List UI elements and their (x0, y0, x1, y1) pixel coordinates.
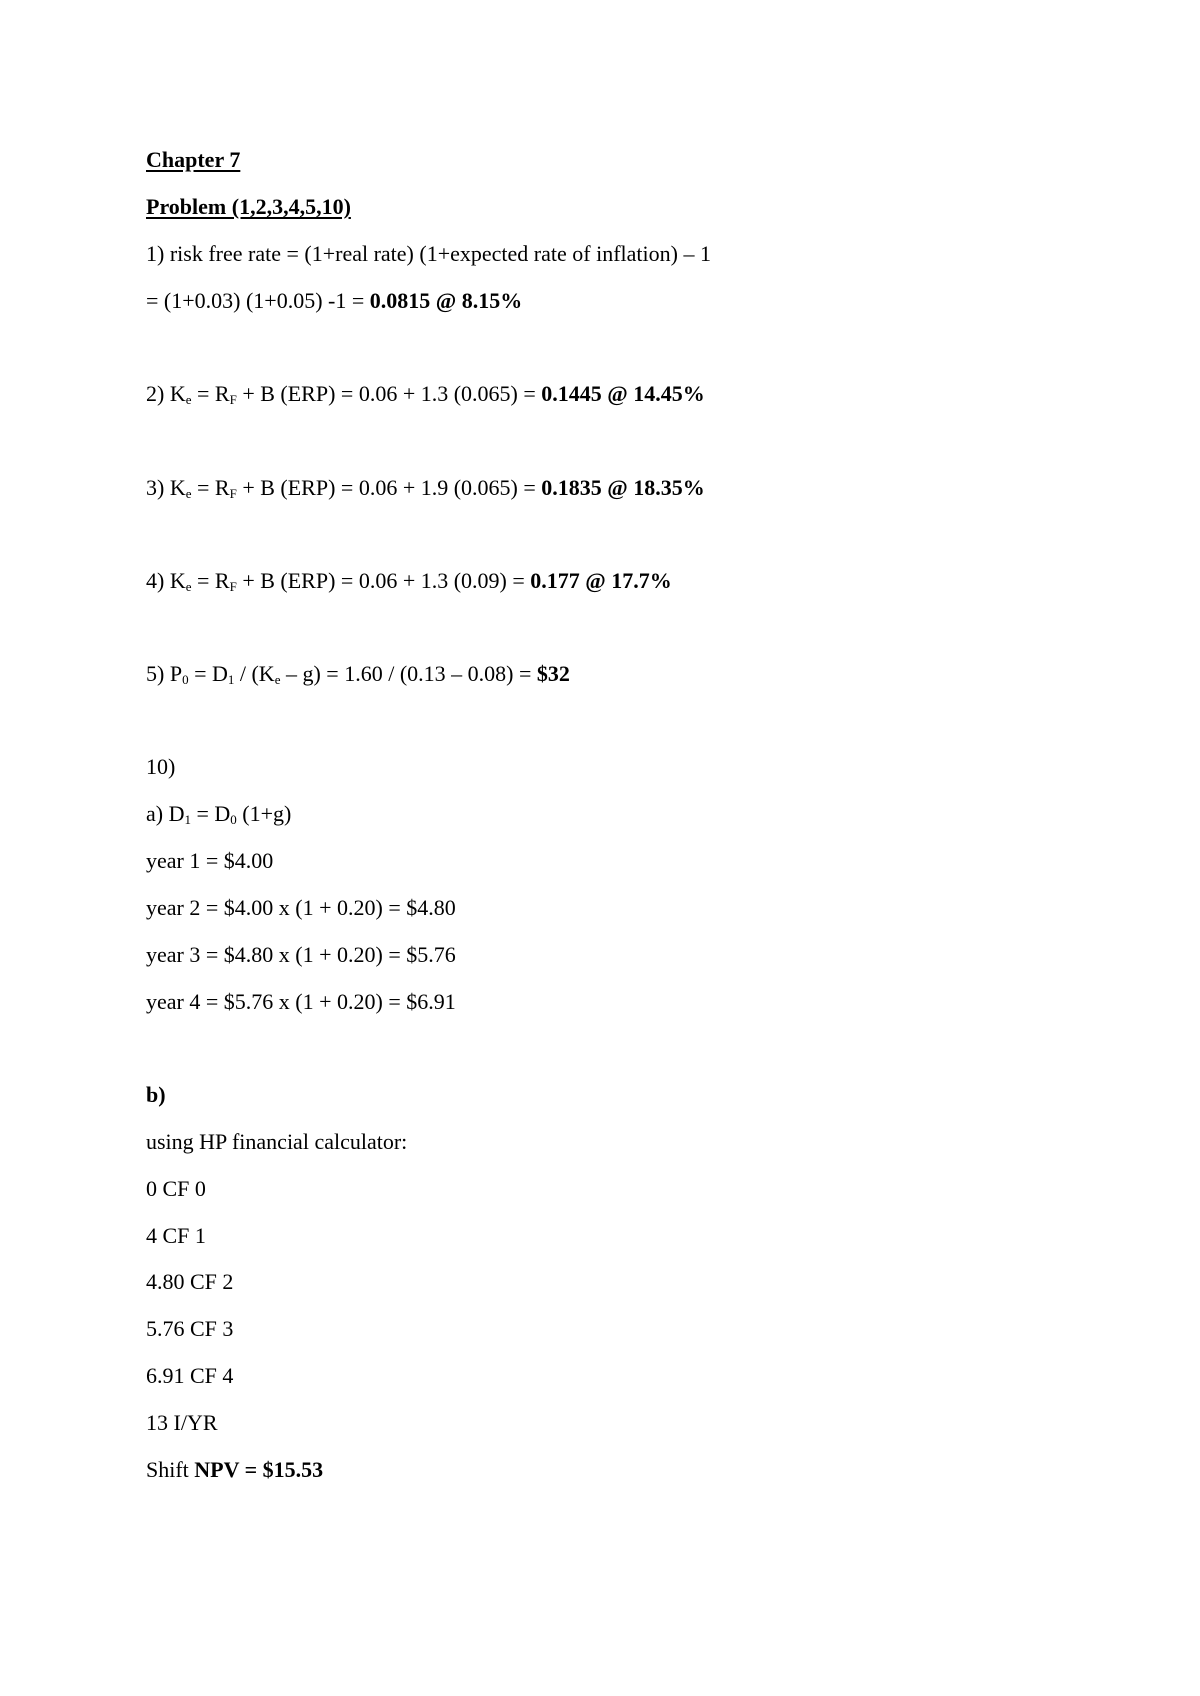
equation-part: (1+g) (236, 801, 292, 826)
problem-2-number: 2) (146, 381, 170, 406)
calculator-step: 4 CF 1 (146, 1223, 206, 1248)
part-a-prefix: a) D (146, 801, 185, 826)
problem-1-answer: 0.0815 @ 8.15% (369, 288, 523, 313)
problem-3-answer: 0.1835 @ 18.35% (541, 475, 705, 500)
problem-list-heading: Problem (1,2,3,4,5,10) (146, 194, 351, 219)
year-line: year 2 = $4.00 x (1 + 0.20) = $4.80 (146, 895, 456, 920)
problem-1-line-1: 1) risk free rate = (1+real rate) (1+expected rate of inflation) – 1 (146, 241, 711, 266)
npv-result: NPV = $15.53 (194, 1457, 324, 1482)
calculator-step: 13 I/YR (146, 1410, 218, 1435)
calculator-step: 4.80 CF 2 (146, 1269, 234, 1294)
equation-part: = D (190, 801, 231, 826)
problem-4-line (146, 567, 672, 601)
problem-4-number: 4) (146, 568, 170, 593)
k-symbol: K (169, 381, 186, 406)
problem-1-equation: = (1+0.03) (1+0.05) -1 = (146, 288, 370, 313)
equation-part: / (K (234, 661, 275, 686)
year-line: year 1 = $4.00 (146, 848, 274, 873)
subscript-f: F (229, 392, 237, 407)
problem-5-line (146, 660, 570, 694)
k-symbol: K (169, 568, 186, 593)
problem-2-answer: 0.1445 @ 14.45% (541, 381, 705, 406)
subscript-e: e (185, 392, 192, 407)
subscript-0: 0 (230, 812, 237, 827)
problem-10-label: 10) (146, 754, 176, 779)
calculator-step: 5.76 CF 3 (146, 1316, 234, 1341)
calculator-step: 6.91 CF 4 (146, 1363, 234, 1388)
equation-part: = R (191, 568, 230, 593)
k-symbol: K (169, 475, 186, 500)
calculator-step: 0 CF 0 (146, 1176, 206, 1201)
equation-part: + B (ERP) = 0.06 + 1.9 (0.065) = (236, 475, 542, 500)
equation-part: + B (ERP) = 0.06 + 1.3 (0.065) = (236, 381, 542, 406)
subscript-0: 0 (182, 672, 189, 687)
subscript-f: F (229, 579, 237, 594)
subscript-f: F (229, 486, 237, 501)
equation-part: + B (ERP) = 0.06 + 1.3 (0.09) = (236, 568, 531, 593)
npv-result-prefix: Shift (146, 1457, 195, 1482)
equation-part: = R (191, 381, 230, 406)
part-b-intro: using HP financial calculator: (146, 1129, 408, 1154)
problem-1-line-2 (146, 287, 522, 315)
problem-4-answer: 0.177 @ 17.7% (530, 568, 672, 593)
equation-part: = D (188, 661, 228, 686)
year-line: year 3 = $4.80 x (1 + 0.20) = $5.76 (146, 942, 456, 967)
subscript-e: e (185, 579, 192, 594)
chapter-title: Chapter 7 (146, 147, 241, 172)
part-a-formula (146, 800, 291, 834)
subscript-e: e (185, 486, 192, 501)
problem-2-line (146, 380, 705, 414)
equation-part: – g) = 1.60 / (0.13 – 0.08) = (280, 661, 537, 686)
subscript-1: 1 (227, 672, 235, 687)
problem-5-number: 5) P (146, 661, 183, 686)
part-b-label: b) (146, 1082, 166, 1107)
problem-3-number: 3) (146, 475, 170, 500)
subscript-1: 1 (184, 812, 191, 827)
subscript-e: e (274, 672, 281, 687)
equation-part: = R (191, 475, 230, 500)
npv-result-line (146, 1456, 323, 1484)
problem-5-answer: $32 (536, 661, 570, 686)
year-line: year 4 = $5.76 x (1 + 0.20) = $6.91 (146, 989, 456, 1014)
problem-3-line (146, 474, 705, 508)
